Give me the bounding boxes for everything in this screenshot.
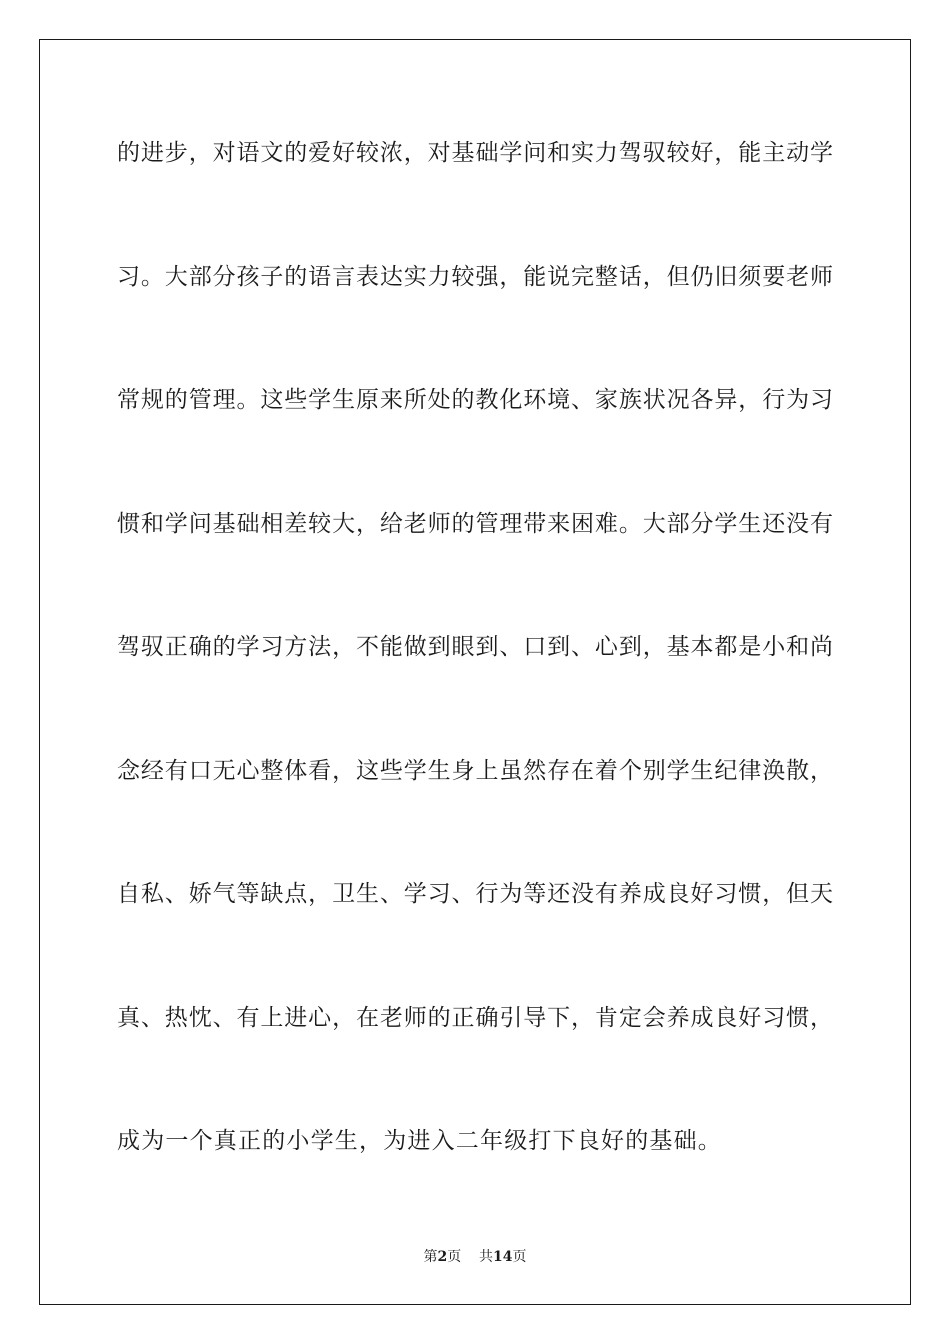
text-line: 常规的管理。这些学生原来所处的教化环境、家族状况各异，行为习 <box>117 387 833 413</box>
text-line: 的进步，对语文的爱好较浓，对基础学问和实力驾驭较好，能主动学 <box>117 140 833 166</box>
page-prefix: 第 <box>423 1249 438 1265</box>
page-footer <box>0 1248 950 1266</box>
total-suffix: 页 <box>512 1249 527 1265</box>
page-number: 2 <box>437 1249 448 1265</box>
text-line: 驾驭正确的学习方法，不能做到眼到、口到、心到，基本都是小和尚 <box>117 634 833 660</box>
total-pages: 14 <box>493 1249 513 1265</box>
page-suffix: 页 <box>447 1249 462 1265</box>
document-body <box>117 125 833 1237</box>
text-line: 自私、娇气等缺点，卫生、学习、行为等还没有养成良好习惯，但天 <box>117 881 833 907</box>
text-line: 真、热忱、有上进心，在老师的正确引导下，肯定会养成良好习惯， <box>117 1004 833 1031</box>
text-line: 念经有口无心整体看，这些学生身上虽然存在着个别学生纪律涣散， <box>117 757 833 784</box>
text-line: 惯和学问基础相差较大，给老师的管理带来困难。大部分学生还没有 <box>117 510 833 537</box>
text-line-last: 成为一个真正的小学生，为进入二年级打下良好的基础。 <box>117 1128 722 1154</box>
text-line: 习。大部分孩子的语言表达实力较强，能说完整话，但仍旧须要老师 <box>117 263 833 290</box>
total-prefix: 共 <box>479 1249 494 1265</box>
